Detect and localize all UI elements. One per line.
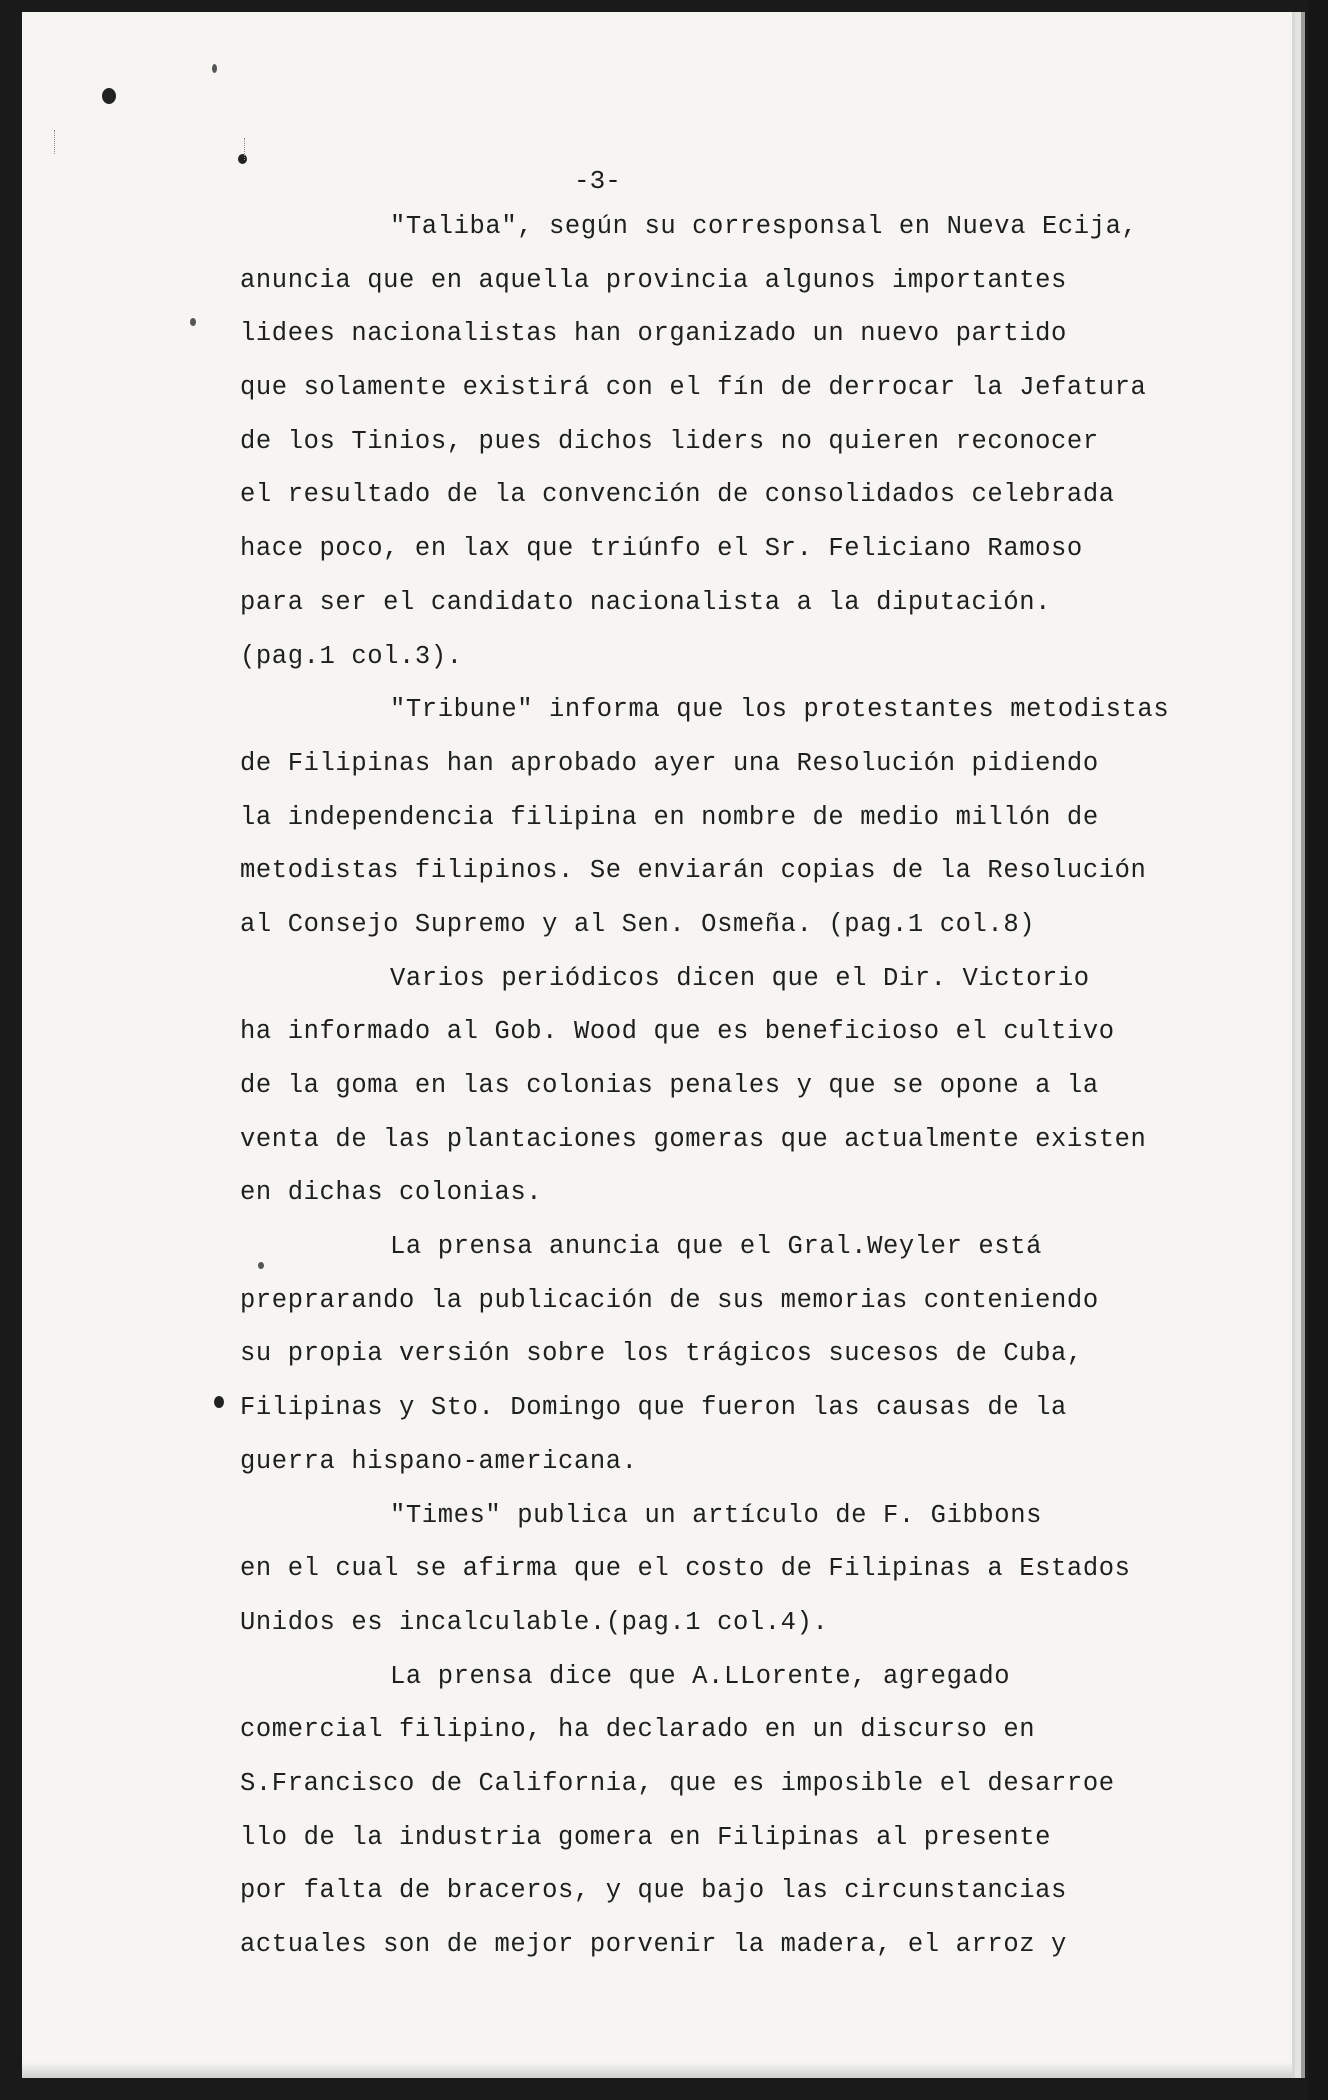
text-line: guerra hispano-americana. [240,1446,638,1476]
text-line: La prensa anuncia que el Gral.Weyler está [390,1232,1043,1262]
text-line: "Taliba", según su corresponsal en Nueva Ecija, [390,212,1138,241]
text-line: por falta de braceros, y que bajo las circunstancias [240,1876,1067,1906]
text-line: metodistas filipinos. Se enviarán copias de la Resolución [240,856,1147,886]
paper-mark [54,130,55,154]
text-line: su propia versión sobre los trágicos sucesos de Cuba, [240,1339,1083,1369]
text-line: Filipinas y Sto. Domingo que fueron las causas de la [240,1393,1067,1423]
text-line: comercial filipino, ha declarado en un discurso en [240,1715,1036,1745]
punch-hole-middle [214,1396,224,1408]
text-line: ha informado al Gob. Wood que es beneficioso el cultivo [240,1017,1115,1047]
typewritten-body [240,200,1180,1972]
text-line: de los Tinios, pues dichos liders no quieren reconocer [240,426,1099,456]
text-line: llo de la industria gomera en Filipinas al presente [240,1822,1052,1852]
text-line: de la goma en las colonias penales y que se opone a la [240,1071,1099,1100]
text-line: Unidos es incalculable.(pag.1 col.4). [240,1607,829,1637]
text-line: La prensa dice que A.LLorente, agregado [390,1661,1011,1691]
text-line: (pag.1 col.3). [240,641,463,671]
text-line: S.Francisco de California, que es imposible el desarroe [240,1768,1115,1798]
paragraph-tribune [240,683,1180,951]
paragraph-llorente [240,1650,1180,1972]
text-line: para ser el candidato nacionalista a la diputación. [240,587,1052,617]
text-line: anuncia que en aquella provincia algunos importantes [240,265,1067,295]
paragraph-victorio [240,952,1180,1220]
text-line: lidees nacionalistas han organizado un nuevo partido [240,319,1067,349]
paragraph-weyler [240,1220,1180,1488]
ink-speck [190,318,196,326]
text-line: al Consejo Supremo y al Sen. Osmeña. (pag.1 col.8) [240,909,1036,939]
punch-hole-small [238,154,247,164]
text-line: en dichas colonias. [240,1178,543,1208]
text-line: actuales son de mejor porvenir la madera, el arroz y [240,1930,1067,1959]
text-line: la independencia filipina en nombre de medio millón de [240,802,1099,832]
text-line: hace poco, en lax que triúnfo el Sr. Feliciano Ramoso [240,534,1083,564]
page-number: -3- [574,166,621,196]
text-line: en el cual se afirma que el costo de Filipinas a Estados [240,1554,1131,1584]
paragraph-taliba [240,200,1180,683]
scan-edge [1308,0,1328,2100]
text-line: Varios periódicos dicen que el Dir. Victorio [390,963,1090,993]
text-line: de Filipinas han aprobado ayer una Resolución pidiendo [240,748,1099,778]
paragraph-times [240,1489,1180,1650]
text-line: que solamente existirá con el fín de derrocar la Jefatura [240,373,1147,403]
text-line: venta de las plantaciones gomeras que actualmente existen [240,1124,1147,1154]
text-line: "Times" publica un artículo de F. Gibbons [390,1500,1043,1530]
punch-hole-top [102,88,116,104]
text-line: "Tribune" informa que los protestantes metodistas [390,695,1170,725]
text-line: el resultado de la convención de consolidados celebrada [240,480,1115,510]
text-line: preprarando la publicación de sus memorias conteniendo [240,1285,1099,1315]
ink-speck [212,64,217,73]
page-bottom-edge [22,2062,1292,2078]
paper-mark [244,138,245,160]
